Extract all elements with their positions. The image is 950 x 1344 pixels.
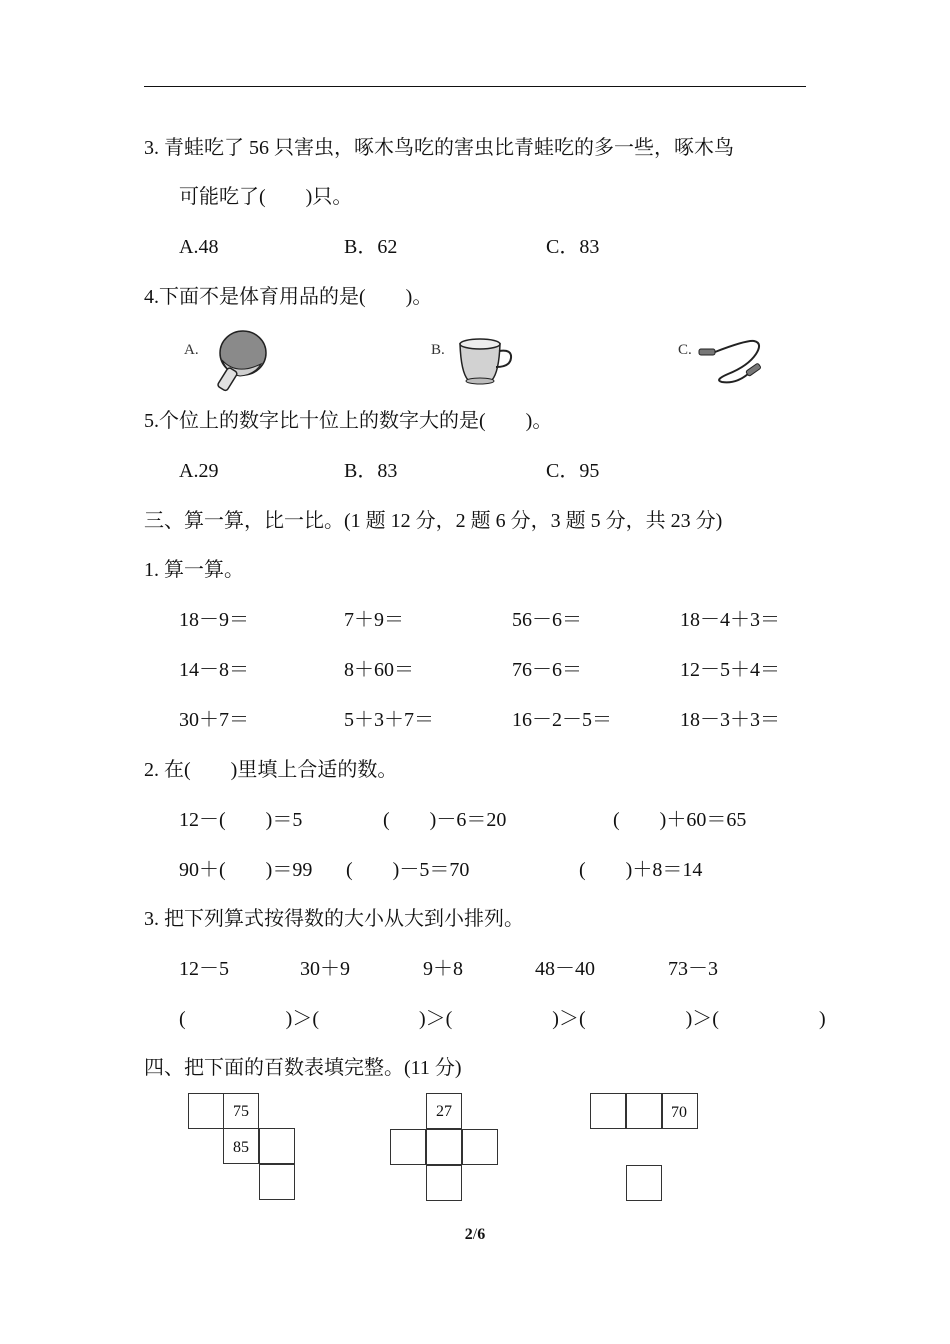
q3-option-c[interactable]: C．83 <box>546 236 600 258</box>
fill-r2c3[interactable]: ( )＋8＝14 <box>579 859 703 881</box>
jump-rope-icon[interactable] <box>696 334 770 386</box>
order-expr-5: 73－3 <box>668 958 718 980</box>
order-answer-row[interactable]: ( )＞( )＞( )＞( )＞( ) <box>179 1008 826 1030</box>
grid-cell[interactable] <box>259 1128 295 1164</box>
page-number <box>0 1226 950 1244</box>
q3-option-b[interactable]: B．62 <box>344 236 398 258</box>
section3-sub1-title: 1. 算一算。 <box>144 559 244 581</box>
order-expr-3: 9＋8 <box>423 958 463 980</box>
q5-option-c[interactable]: C．95 <box>546 460 600 482</box>
q3-option-a[interactable]: A.48 <box>179 236 219 258</box>
grid-cell[interactable] <box>426 1165 462 1201</box>
grid-cell[interactable] <box>462 1129 498 1165</box>
calc-r1c3: 56－6＝ <box>512 609 582 631</box>
fill-r1c2[interactable]: ( )－6＝20 <box>383 809 507 831</box>
grid-number: 75 <box>233 1103 249 1120</box>
calc-r1c4: 18－4＋3＝ <box>680 609 780 631</box>
q4-option-c-label[interactable]: C. <box>678 342 692 358</box>
header-rule <box>144 86 806 87</box>
calc-r2c3: 76－6＝ <box>512 659 582 681</box>
q5-option-b[interactable]: B．83 <box>344 460 398 482</box>
calc-r2c2: 8＋60＝ <box>344 659 414 681</box>
section3-sub3-title: 3. 把下列算式按得数的大小从大到小排列。 <box>144 908 524 930</box>
grid-cell[interactable] <box>259 1164 295 1200</box>
calc-r3c1: 30＋7＝ <box>179 709 249 731</box>
calc-r2c4: 12－5＋4＝ <box>680 659 780 681</box>
calc-r3c3: 16－2－5＝ <box>512 709 612 731</box>
page-total: 6 <box>477 1226 486 1243</box>
q3-line1: 3. 青蛙吃了 56 只害虫，啄木鸟吃的害虫比青蛙吃的多一些，啄木鸟 <box>144 137 734 159</box>
grid-cell[interactable] <box>188 1093 224 1129</box>
teacup-icon[interactable] <box>455 336 517 388</box>
q5-question: 5.个位上的数字比十位上的数字大的是( )。 <box>144 410 553 432</box>
grid-cell[interactable] <box>626 1165 662 1201</box>
fill-r2c2[interactable]: ( )－5＝70 <box>346 859 470 881</box>
fill-r2c1[interactable]: 90＋( )＝99 <box>179 859 313 881</box>
fill-r1c1[interactable]: 12－( )＝5 <box>179 809 303 831</box>
order-expr-4: 48－40 <box>535 958 595 980</box>
grid-number: 70 <box>671 1104 687 1121</box>
q3-line2: 可能吃了( )只。 <box>179 186 353 208</box>
page-current: 2 <box>464 1226 473 1243</box>
calc-r1c1: 18－9＝ <box>179 609 249 631</box>
q4-option-b-label[interactable]: B. <box>431 342 445 358</box>
calc-r3c4: 18－3＋3＝ <box>680 709 780 731</box>
grid-cell[interactable] <box>426 1129 462 1165</box>
order-expr-1: 12－5 <box>179 958 229 980</box>
section3-sub2-title: 2. 在( )里填上合适的数。 <box>144 759 398 781</box>
page-separator: / <box>472 1226 478 1243</box>
fill-r1c3[interactable]: ( )＋60＝65 <box>613 809 747 831</box>
section4-title: 四、把下面的百数表填完整。(11 分) <box>144 1057 462 1079</box>
grid-number: 27 <box>436 1103 452 1120</box>
q5-option-a[interactable]: A.29 <box>179 460 219 482</box>
order-expr-2: 30＋9 <box>300 958 350 980</box>
q4-question: 4.下面不是体育用品的是( )。 <box>144 286 433 308</box>
grid-number: 85 <box>233 1139 249 1156</box>
calc-r3c2: 5＋3＋7＝ <box>344 709 434 731</box>
ping-pong-paddle-icon[interactable] <box>206 324 268 394</box>
grid-cell[interactable] <box>590 1093 626 1129</box>
calc-r2c1: 14－8＝ <box>179 659 249 681</box>
calc-r1c2: 7＋9＝ <box>344 609 404 631</box>
grid-cell[interactable] <box>626 1093 662 1129</box>
q4-option-a-label[interactable]: A. <box>184 342 199 358</box>
grid-cell[interactable] <box>390 1129 426 1165</box>
section3-title: 三、算一算，比一比。(1 题 12 分，2 题 6 分，3 题 5 分，共 23 分) <box>144 510 723 532</box>
